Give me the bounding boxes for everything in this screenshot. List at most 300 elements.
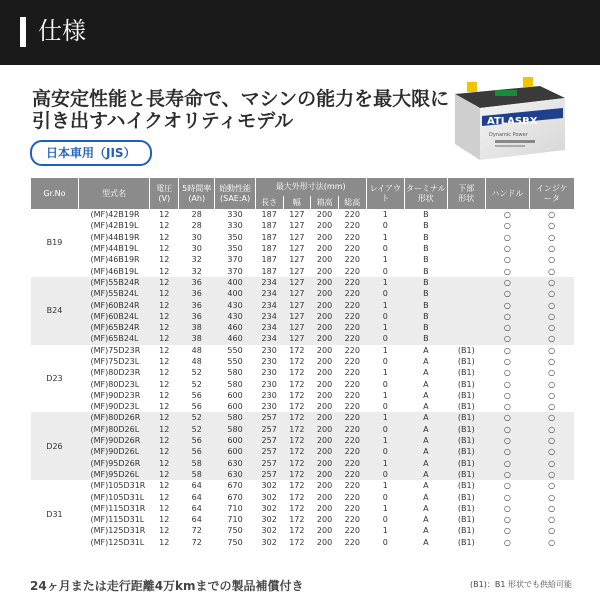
table-cell: 220 [344,266,360,276]
table-cell: 172 [283,446,311,457]
table-cell: 220 [344,515,360,525]
table-cell: 400 [215,277,255,288]
table-cell: 234 [255,311,283,322]
table-cell: (B1) [457,390,475,400]
table-cell: 220 [344,526,360,536]
table-cell: 200 [311,412,339,423]
table-cell: ○ [503,357,511,366]
table-cell: 220 [338,469,366,480]
table-cell: 1 [382,481,388,491]
table-cell: ○ [548,492,556,502]
table-cell: 220 [338,277,366,288]
table-cell [447,265,485,276]
table-cell: 370 [227,255,243,265]
table-cell: 220 [338,288,366,299]
table-cell: ○ [503,402,511,412]
table-row [31,265,575,276]
table-cell: 1 [366,322,404,333]
table-cell: A [423,345,429,355]
table-cell: 200 [316,390,333,400]
table-cell: 30 [191,232,202,242]
table-cell: 127 [283,311,311,322]
table-cell: 172 [289,368,305,378]
th-total-height: 総高 [338,196,366,209]
table-cell: 172 [289,537,305,547]
table-cell: 200 [316,526,333,536]
table-cell: 330 [227,221,243,231]
table-cell: 12 [150,412,179,423]
table-cell: 52 [179,412,215,423]
table-cell: ○ [503,492,511,502]
table-cell: 172 [283,458,311,469]
table-cell: (B1) [457,492,475,502]
table-cell: 172 [289,503,305,513]
model-cell: (MF)44B19R [90,232,140,242]
table-cell: 0 [382,221,388,231]
table-cell: 460 [215,333,255,344]
table-cell: 600 [215,446,255,457]
table-cell: 0 [366,424,404,435]
table-row [31,469,575,480]
table-cell: 0 [366,469,404,480]
th-handle: ハンドル [485,178,529,209]
table-cell: 234 [255,333,283,344]
th-terminal: ターミナル 形状 [405,178,448,209]
table-cell: 370 [227,266,243,276]
table-cell: 220 [344,402,360,412]
table-cell: ○ [548,210,556,220]
table-cell: 12 [159,402,170,412]
spec-table-body [31,209,575,548]
table-cell: A [405,412,448,423]
table-cell [447,299,485,310]
table-cell: 1 [382,210,388,220]
table-cell: 172 [283,424,311,435]
model-cell: (MF)42B19R [90,210,140,220]
table-cell: 630 [215,458,255,469]
table-cell: ○ [529,322,574,333]
table-cell: B [423,266,429,276]
table-cell: ○ [529,277,574,288]
table-cell: ○ [485,299,529,310]
table-cell: ○ [529,446,574,457]
table-cell: 48 [191,357,202,366]
headline-line-1: 高安定性能と長寿命で、マシンの能力を最大限に [32,88,450,110]
table-cell: ○ [548,503,556,513]
table-cell: 220 [338,446,366,457]
table-cell: 0 [366,446,404,457]
table-cell: 200 [311,288,339,299]
table-cell: ○ [503,368,511,378]
table-cell: 200 [311,469,339,480]
model-cell: (MF)44B19L [90,244,139,254]
model-cell: (MF)125D31L [90,537,145,547]
table-cell: 302 [261,492,277,502]
battery-brand-label: ATLASBX [487,116,538,127]
model-cell: (MF)80D26R [78,412,149,423]
table-cell: A [405,435,448,446]
table-cell: 127 [283,299,311,310]
table-cell: 220 [344,537,360,547]
th-cca: 始動性能 (SAE:A) [215,178,255,209]
table-cell: 56 [191,402,202,412]
table-row [31,299,575,310]
model-cell: (MF)80D23L [90,379,140,389]
model-cell: (MF)95D26L [78,469,149,480]
table-cell: (B1) [457,368,475,378]
table-cell: ○ [485,435,529,446]
table-row [31,322,575,333]
table-cell: ○ [485,412,529,423]
table-cell: 12 [159,255,170,265]
table-cell: A [423,526,429,536]
table-cell: 127 [283,277,311,288]
table-cell: ○ [548,357,556,366]
table-cell: 302 [261,503,277,513]
table-cell: ○ [503,345,511,355]
table-cell: (B1) [447,412,485,423]
table-cell: 36 [179,288,215,299]
table-cell: (B1) [447,424,485,435]
table-cell: ○ [529,299,574,310]
table-cell: ○ [548,221,556,231]
table-cell: A [423,357,429,366]
table-cell: 187 [261,221,277,231]
page-header [0,0,600,65]
table-cell: (B1) [447,435,485,446]
table-cell: 12 [159,345,170,355]
table-cell: ○ [529,311,574,322]
model-cell: (MF)75D23L [90,357,140,366]
table-row [31,537,575,548]
table-row [31,367,575,378]
table-cell: 12 [159,481,170,491]
table-cell: ○ [503,481,511,491]
table-cell: ○ [548,244,556,254]
table-cell: 12 [159,515,170,525]
table-row [31,525,575,536]
table-cell [447,311,485,322]
table-cell: 12 [159,221,170,231]
table-cell: 200 [316,368,333,378]
table-row [31,514,575,525]
table-cell: 1 [382,503,388,513]
table-row [31,424,575,435]
table-cell: 550 [227,357,243,366]
table-cell: 580 [227,368,243,378]
th-layout: レイアウト [366,178,404,209]
table-cell: 302 [261,481,277,491]
table-cell: 220 [338,458,366,469]
table-cell: 257 [255,435,283,446]
table-cell: B [405,288,448,299]
table-cell: ○ [529,424,574,435]
th-width: 幅 [283,196,311,209]
table-cell: 600 [227,402,243,412]
table-cell: 172 [289,526,305,536]
table-cell: 12 [159,526,170,536]
table-cell: 220 [344,357,360,366]
table-cell: B [405,277,448,288]
table-cell: (B1) [457,526,475,536]
table-cell: 234 [255,322,283,333]
table-cell: 127 [289,244,305,254]
table-cell: 64 [191,503,202,513]
table-cell: 127 [283,288,311,299]
table-cell: A [423,390,429,400]
table-cell: 600 [215,435,255,446]
table-cell: 172 [283,469,311,480]
headline-line-2: 引き出すハイクオリティモデル [32,110,294,132]
table-cell: 12 [159,357,170,366]
table-row [31,412,575,423]
table-cell: 127 [289,210,305,220]
table-row [31,446,575,457]
table-cell: 200 [311,322,339,333]
table-row [31,491,575,502]
table-cell: 220 [338,322,366,333]
table-cell: 200 [316,232,333,242]
table-cell: A [423,537,429,547]
table-cell [447,277,485,288]
th-voltage: 電圧 (V) [150,178,179,209]
table-cell: (B1) [457,503,475,513]
table-cell: 200 [316,537,333,547]
table-cell: 220 [338,299,366,310]
table-row [31,378,575,389]
table-cell: 330 [227,210,243,220]
table-cell: A [423,481,429,491]
table-cell: 220 [344,232,360,242]
table-cell: ○ [485,424,529,435]
table-cell: 127 [283,322,311,333]
table-cell: 257 [255,458,283,469]
table-row [31,435,575,446]
table-cell [447,232,485,243]
table-cell: 220 [344,379,360,389]
model-cell: (MF)75D23R [90,345,141,355]
table-cell: 0 [366,288,404,299]
table-row [31,254,575,265]
table-cell: 600 [227,390,243,400]
table-cell: 220 [338,333,366,344]
table-cell: 12 [150,299,179,310]
table-cell: 12 [150,311,179,322]
table-cell: 200 [316,244,333,254]
table-row [31,503,575,514]
table-cell: 0 [382,379,388,389]
table-row [31,288,575,299]
table-cell [447,209,485,220]
table-cell: 200 [316,402,333,412]
warranty-text: 24ヶ月または走行距離4万kmまでの製品補償付き [30,579,304,593]
table-cell: (B1) [457,537,475,547]
table-cell: 0 [382,266,388,276]
table-cell [447,322,485,333]
table-cell: 200 [316,357,333,366]
table-cell: ○ [529,333,574,344]
table-cell: 220 [344,221,360,231]
table-cell: ○ [503,379,511,389]
table-cell: 36 [179,311,215,322]
jis-badge: 日本車用（JIS） [30,140,152,166]
group-cell: D26 [31,412,79,480]
model-cell: (MF)125D31R [90,526,146,536]
table-cell: (B1) [457,345,475,355]
table-cell: 0 [382,357,388,366]
th-indicator: インジケ ータ [529,178,574,209]
th-dims: 最大外形寸法(mm) [255,178,366,196]
page-title: 仕様 [38,17,86,45]
table-cell [447,333,485,344]
table-cell: 12 [159,244,170,254]
table-cell: 0 [382,515,388,525]
table-cell: A [405,446,448,457]
table-cell: 220 [338,311,366,322]
model-cell: (MF)60B24L [78,311,149,322]
table-cell: ○ [548,266,556,276]
table-cell: 302 [261,526,277,536]
table-cell: 1 [382,345,388,355]
th-capacity: 5時間率 (Ah) [179,178,215,209]
table-cell: 200 [316,492,333,502]
table-cell: ○ [503,515,511,525]
th-length: 長さ [255,196,283,209]
table-cell: 12 [159,379,170,389]
table-cell: ○ [529,412,574,423]
table-cell: 0 [366,333,404,344]
table-cell: 430 [215,299,255,310]
model-cell: (MF)42B19L [90,221,139,231]
table-cell: 230 [261,390,277,400]
table-cell: A [405,469,448,480]
table-cell: ○ [548,526,556,536]
table-cell: 187 [261,244,277,254]
table-cell: 200 [311,333,339,344]
table-cell: 710 [227,503,243,513]
table-cell: 1 [382,526,388,536]
table-cell: 200 [316,266,333,276]
table-row [31,209,575,220]
table-cell: 12 [159,503,170,513]
table-cell: 172 [289,390,305,400]
table-cell: 0 [382,537,388,547]
table-cell: ○ [529,288,574,299]
table-cell: 200 [316,345,333,355]
table-cell: 710 [227,515,243,525]
table-cell: ○ [503,526,511,536]
th-box-height: 箱高 [311,196,339,209]
table-cell: 200 [316,481,333,491]
table-cell: 230 [261,368,277,378]
table-cell: ○ [485,446,529,457]
group-cell: D31 [46,509,63,519]
table-cell: B [423,210,429,220]
table-cell: ○ [529,435,574,446]
table-cell: 670 [227,492,243,502]
table-cell: 187 [261,255,277,265]
table-cell: B [405,333,448,344]
table-cell: ○ [548,390,556,400]
table-cell: (B1) [457,515,475,525]
table-cell: 52 [191,379,202,389]
table-cell: 200 [316,221,333,231]
table-cell: ○ [503,537,511,547]
group-cell: B19 [46,238,63,248]
table-cell: 172 [283,412,311,423]
table-row [31,356,575,367]
table-cell: 12 [159,492,170,502]
table-cell: 187 [261,266,277,276]
footnote: (B1)：B1 形状でも供給可能 [470,580,572,589]
table-cell: 230 [261,379,277,389]
spec-table [30,178,574,548]
table-cell: A [423,492,429,502]
table-row [31,390,575,401]
table-cell: 32 [191,255,202,265]
table-cell: 220 [344,492,360,502]
table-cell: 220 [344,210,360,220]
table-cell: B [405,299,448,310]
table-cell: A [423,368,429,378]
model-cell: (MF)80D23R [90,368,141,378]
table-cell: ○ [503,210,511,220]
table-cell: 127 [283,333,311,344]
table-cell: 36 [179,299,215,310]
table-cell: 1 [366,458,404,469]
table-cell: 187 [261,210,277,220]
table-cell: 580 [215,424,255,435]
table-row [31,333,575,344]
table-cell: (B1) [457,402,475,412]
table-cell: ○ [485,288,529,299]
table-cell: 12 [159,210,170,220]
table-cell: 350 [227,232,243,242]
model-cell: (MF)65B24R [78,322,149,333]
table-cell: 1 [366,412,404,423]
table-cell: 200 [311,299,339,310]
table-cell: 36 [179,277,215,288]
model-cell: (MF)90D26L [78,446,149,457]
table-cell: ○ [548,481,556,491]
table-cell: ○ [503,390,511,400]
table-cell [447,254,485,265]
table-cell: A [423,503,429,513]
table-cell: 12 [159,266,170,276]
table-row [31,401,575,412]
table-cell: A [423,379,429,389]
table-cell: 200 [311,311,339,322]
table-cell: 200 [316,515,333,525]
table-cell: 220 [344,390,360,400]
table-cell: 72 [191,537,202,547]
table-cell: 64 [191,492,202,502]
th-grno: Gr.No [31,178,79,209]
table-cell: 1 [366,435,404,446]
table-cell: 52 [191,368,202,378]
table-cell: B [423,232,429,242]
table-cell: ○ [503,255,511,265]
table-cell: 12 [150,333,179,344]
table-cell: 127 [289,232,305,242]
model-cell: (MF)80D26L [78,424,149,435]
table-cell: ○ [485,458,529,469]
table-cell: 230 [261,345,277,355]
table-cell: 1 [382,368,388,378]
table-cell: 38 [179,333,215,344]
table-cell: 0 [382,402,388,412]
table-cell: 580 [227,379,243,389]
